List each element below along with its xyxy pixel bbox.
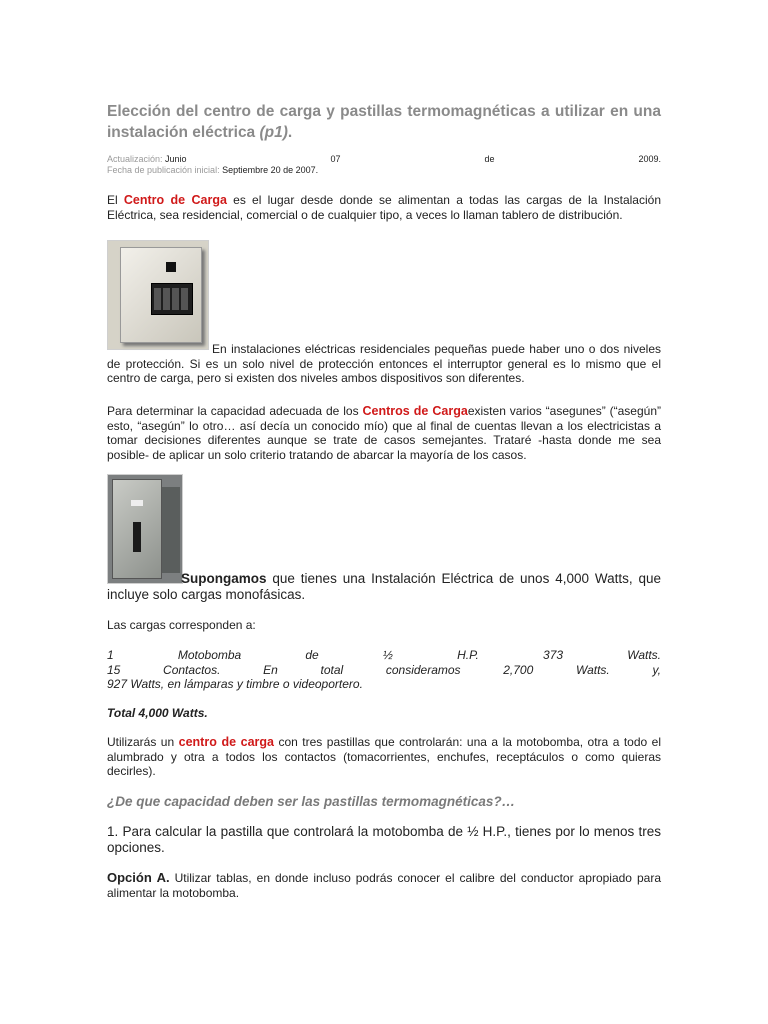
step-one-paragraph: 1. Para calcular la pastilla que controlará la motobomba de ½ H.P., tienes por lo menos tres opciones. — [107, 824, 661, 855]
capacity-paragraph: Para determinar la capacidad adecuada de los Centros de Cargaexisten varios “asegunes” (“asegún” esto, “asegún” lo otro… así decía un conocido mío) que al final de cuentas llevan a los electricistas a tomar decisiones diferentes aunque se trate de casos semejantes. Trataré -hasta donde me sea posible- de aplicar un solo criterio tratando de abarcar la mayoría de los casos. — [107, 404, 661, 462]
pub-value: Septiembre 20 de 2007. — [222, 165, 319, 175]
intro-paragraph: El Centro de Carga es el lugar desde donde se alimentan a todas las cargas de la Instalación Eléctrica, sea residencial, comercial o de cualquier tipo, a veces lo llaman tablero de distribución. — [107, 193, 661, 222]
load-center-image — [107, 240, 209, 350]
load-row-pump: 1 Motobomba de ½ H.P. 373 Watts. — [107, 648, 661, 662]
load-row-contacts: 15 Contactos. En total consideramos 2,700 Watts. y, — [107, 662, 661, 677]
update-de: de — [484, 154, 495, 164]
suppose-paragraph: Supongamos que tienes una Instalación Eléctrica de unos 4,000 Watts, que incluye solo cargas monofásicas. — [107, 571, 661, 602]
page-title — [107, 101, 661, 143]
centros-de-carga-link[interactable]: Centros de Carga — [362, 404, 468, 418]
update-month: Junio — [165, 154, 187, 164]
breaker-box-image — [107, 474, 183, 584]
update-year: 2009. — [638, 154, 661, 164]
update-day: 07 — [330, 154, 341, 164]
update-label: Actualización: — [107, 154, 163, 164]
loads-intro: Las cargas corresponden a: — [107, 618, 256, 632]
centro-de-carga-link-2[interactable]: centro de carga — [178, 735, 275, 749]
total-line: Total 4,000 Watts. — [107, 706, 208, 720]
loads-list — [107, 648, 661, 692]
question-heading: ¿De que capacidad deben ser las pastillas termomagnéticas?… — [107, 794, 516, 809]
pub-label: Fecha de publicación inicial: — [107, 165, 220, 175]
title-suffix: (p1) — [259, 124, 288, 141]
option-a-paragraph: Opción A. Utilizar tablas, en donde incluso podrás conocer el calibre del conductor apropiado para alimentar la motobomba. — [107, 870, 662, 900]
load-row-lamps: 927 Watts, en lámparas y timbre o videoportero. — [107, 677, 363, 691]
publication-date — [107, 165, 661, 176]
update-date — [107, 154, 661, 165]
title-text: Elección del centro de carga y pastillas termomagnéticas a utilizar en una instalación eléctrica — [107, 103, 661, 141]
centro-de-carga-link[interactable]: Centro de Carga — [123, 193, 227, 207]
protection-paragraph: En instalaciones eléctricas residenciales pequeñas puede haber uno o dos niveles de protección. Si es un solo nivel de protección entonces el interruptor general es lo mismo que el centro de carga, pero si existen dos niveles ambos dispositivos son diferentes. — [107, 342, 661, 385]
breakers-paragraph: Utilizarás un centro de carga con tres pastillas que controlarán: una a la motobomba, otra a todo el alumbrado y otra a todos los contactos (tomacorrientes, enchufes, receptáculos o como quieras decirles). — [107, 735, 662, 778]
title-end: . — [287, 124, 293, 141]
